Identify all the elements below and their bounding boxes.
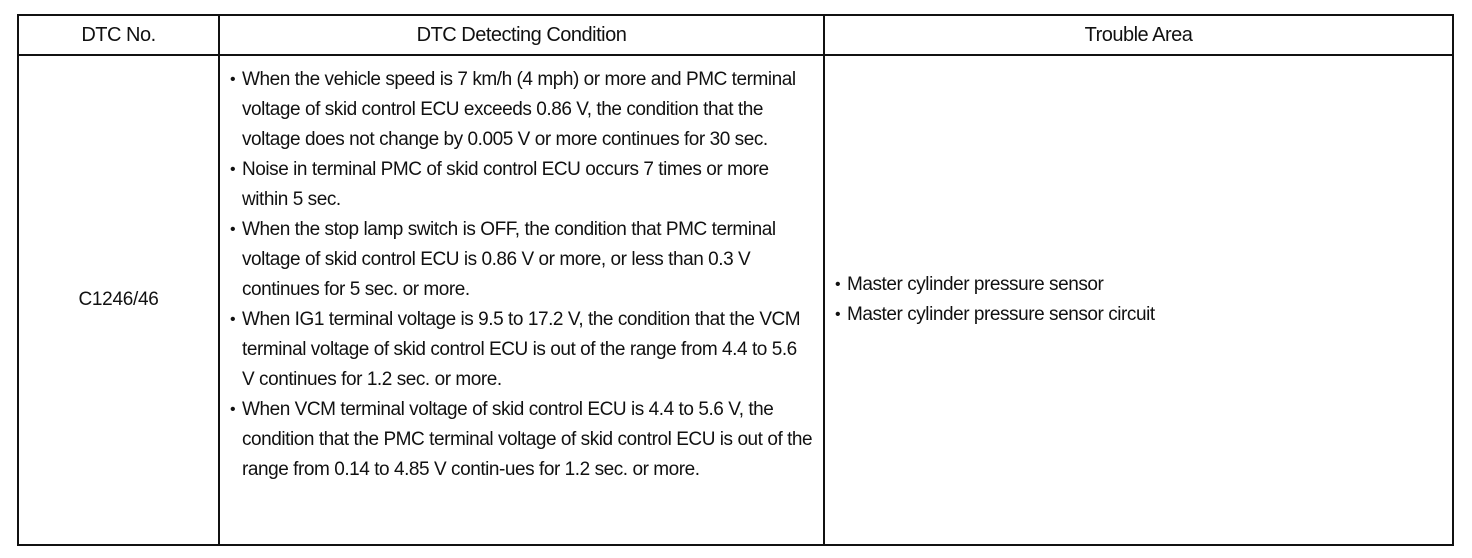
trouble-area-item <box>831 300 1442 330</box>
trouble-area-text: Master cylinder pressure sensor <box>847 274 1104 295</box>
bullet-icon: • <box>230 401 236 418</box>
bullet-icon: • <box>230 221 236 238</box>
condition-list <box>220 56 823 485</box>
condition-item <box>226 155 813 215</box>
condition-item <box>226 395 813 485</box>
dtc-code-cell: C1246/46 <box>18 55 219 545</box>
trouble-area-text: Master cylinder pressure sensor circuit <box>847 304 1155 325</box>
condition-item <box>226 65 813 155</box>
condition-text: When the vehicle speed is 7 km/h (4 mph) or more and PMC terminal voltage of skid control ECU exceeds 0.86 V, the condition that the voltage does not change by 0.005 V or more continues for 30 sec. <box>242 69 796 150</box>
condition-text: When IG1 terminal voltage is 9.5 to 17.2 V, the condition that the VCM terminal voltage of skid control ECU is out of the range from 4.4 to 5.6 V continues for 1.2 sec. or more. <box>242 309 801 390</box>
header-row <box>18 15 1453 55</box>
trouble-area-cell <box>824 55 1453 545</box>
dtc-table <box>17 14 1454 546</box>
bullet-icon: • <box>835 276 841 293</box>
detecting-condition-cell <box>219 55 824 545</box>
trouble-area-item <box>831 270 1442 300</box>
bullet-icon: • <box>230 161 236 178</box>
condition-item <box>226 215 813 305</box>
condition-text: Noise in terminal PMC of skid control ECU occurs 7 times or more within 5 sec. <box>242 159 769 210</box>
header-detecting-condition: DTC Detecting Condition <box>219 15 824 55</box>
header-trouble-area: Trouble Area <box>824 15 1453 55</box>
trouble-area-list <box>825 270 1452 330</box>
header-dtc-no: DTC No. <box>18 15 219 55</box>
bullet-icon: • <box>835 306 841 323</box>
condition-text: When the stop lamp switch is OFF, the condition that PMC terminal voltage of skid control ECU is 0.86 V or more, or less than 0.3 V continues for 5 sec. or more. <box>242 219 776 300</box>
bullet-icon: • <box>230 311 236 328</box>
condition-item <box>226 305 813 395</box>
condition-text: When VCM terminal voltage of skid control ECU is 4.4 to 5.6 V, the condition that the PMC terminal voltage of skid control ECU is out of the range from 0.14 to 4.85 V contin-ues for 1.2 sec. or more. <box>242 399 813 480</box>
bullet-icon: • <box>230 71 236 88</box>
table-row <box>18 55 1453 545</box>
